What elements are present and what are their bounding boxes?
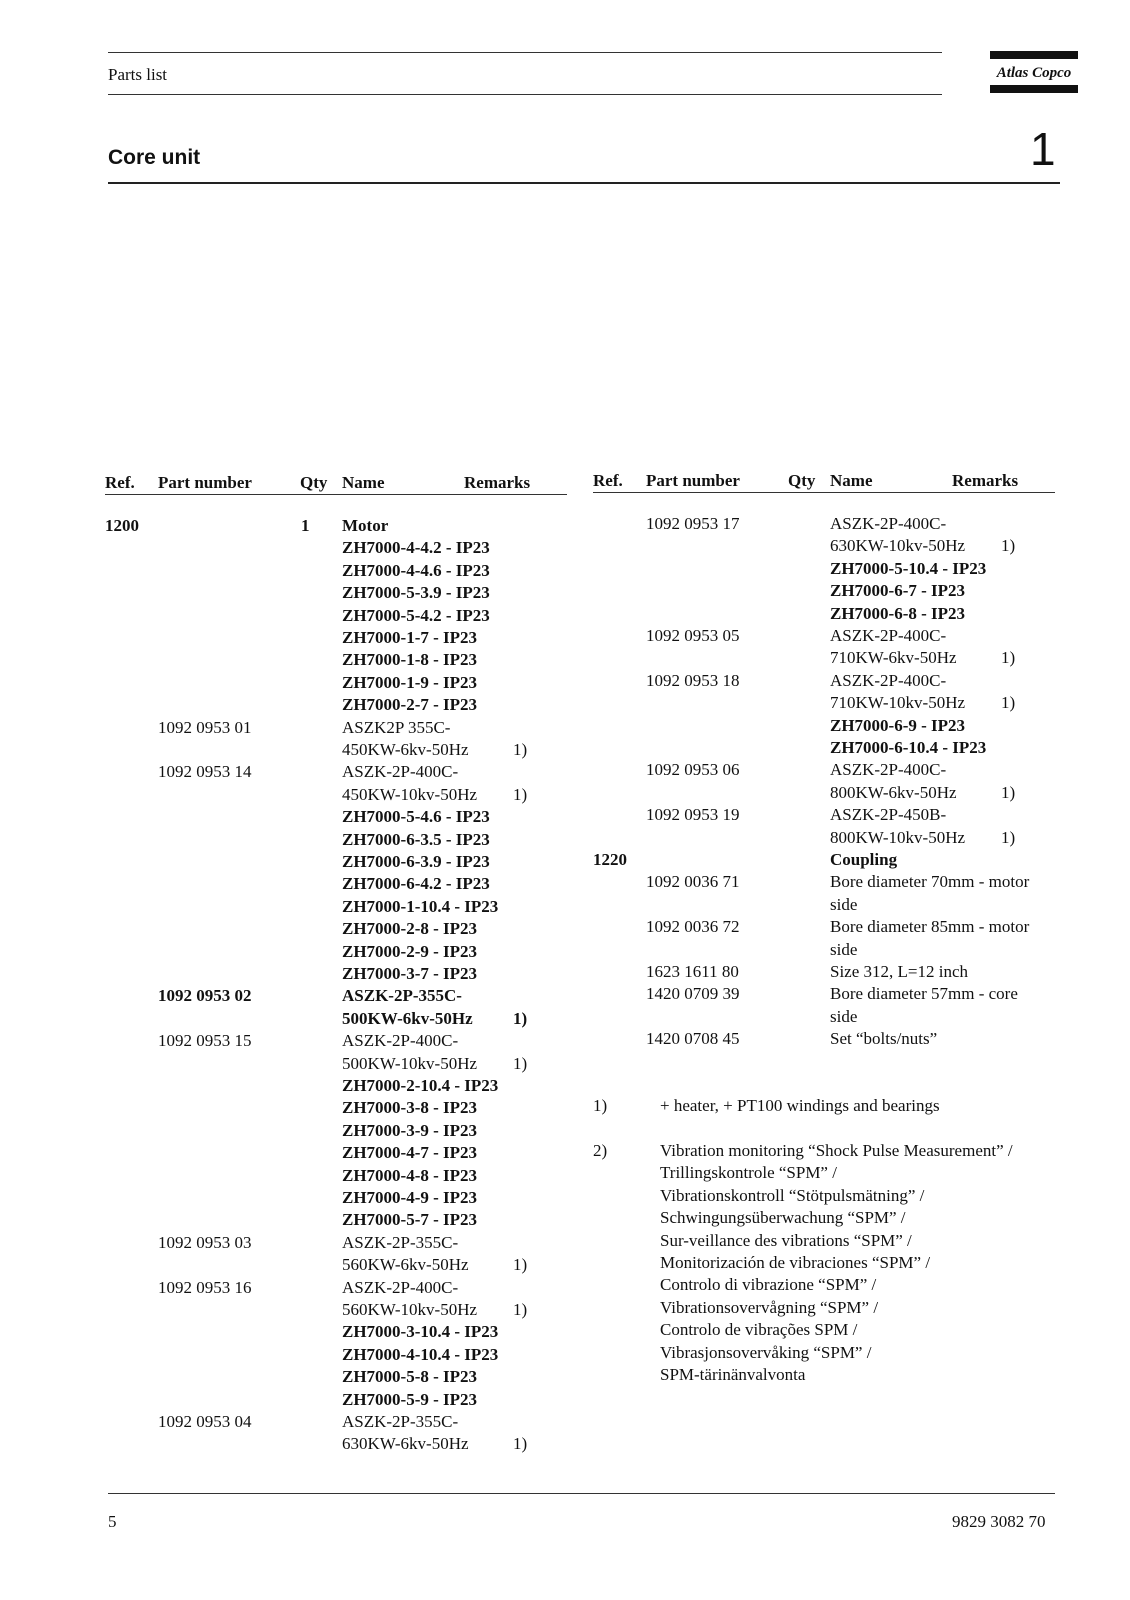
table-row xyxy=(105,1276,575,1299)
table-row xyxy=(105,760,575,783)
atlas-copco-logo xyxy=(990,51,1078,93)
col-qty: Qty xyxy=(788,471,816,490)
table-row xyxy=(593,512,1063,535)
cell-name: ASZK-2P-355C- xyxy=(342,1412,459,1431)
cell-name: ZH7000-1-7 - IP23 xyxy=(342,628,478,647)
cell-name: ZH7000-3-10.4 - IP23 xyxy=(342,1322,499,1342)
table-row xyxy=(105,1253,575,1276)
cell-name: ASZK-2P-400C- xyxy=(342,762,459,782)
cell-name: ZH7000-5-7 - IP23 xyxy=(342,1210,478,1230)
col-ref: Ref. xyxy=(105,473,135,492)
table-row xyxy=(105,693,575,716)
table-row xyxy=(593,848,1063,871)
cell-name: 710KW-10kv-50Hz xyxy=(830,693,966,713)
table-row xyxy=(105,1388,575,1411)
cell-remarks: 1) xyxy=(1001,536,1016,556)
cell-remarks: 1) xyxy=(513,1300,528,1319)
section-title: Core unit xyxy=(108,146,201,169)
cell-part: 1092 0953 19 xyxy=(646,805,740,825)
section-rule xyxy=(108,182,1060,184)
table-row xyxy=(593,602,1063,625)
document-number: 9829 3082 70 xyxy=(952,1512,1046,1531)
cell-part: 1092 0953 04 xyxy=(158,1412,252,1431)
table-row xyxy=(105,1007,575,1030)
page-number: 5 xyxy=(108,1512,117,1531)
cell-name: ZH7000-4-4.2 - IP23 xyxy=(342,538,490,558)
cell-part: 1092 0036 71 xyxy=(646,872,740,892)
cell-remarks: 1) xyxy=(1001,827,1016,847)
footnote-text: Controlo de vibrações SPM / xyxy=(660,1320,858,1340)
cell-name: ZH7000-6-3.9 - IP23 xyxy=(342,852,490,871)
table-row xyxy=(593,803,1063,826)
table-row xyxy=(593,826,1063,849)
cell-name: side xyxy=(830,939,858,959)
right-table-header-rule xyxy=(593,492,1055,493)
cell-name: ZH7000-4-10.4 - IP23 xyxy=(342,1344,499,1364)
footnote-text: Vibrationsovervågning “SPM” / xyxy=(660,1297,879,1317)
cell-name: ZH7000-2-10.4 - IP23 xyxy=(342,1076,499,1095)
cell-part: 1623 1611 80 xyxy=(646,962,739,981)
table-row xyxy=(105,559,575,582)
cell-name: ZH7000-5-10.4 - IP23 xyxy=(830,558,987,578)
col-name: Name xyxy=(342,473,385,492)
cell-name: ASZK-2P-400C- xyxy=(830,514,947,533)
cell-name: Bore diameter 70mm - motor xyxy=(830,872,1030,892)
cell-name: Bore diameter 57mm - core xyxy=(830,984,1018,1004)
cell-name: 450KW-6kv-50Hz xyxy=(342,740,469,759)
cell-name: ZH7000-3-8 - IP23 xyxy=(342,1098,478,1118)
cell-name: ZH7000-6-7 - IP23 xyxy=(830,581,966,601)
table-row xyxy=(593,870,1063,893)
table-row xyxy=(105,962,575,985)
cell-name: side xyxy=(830,1006,858,1026)
cell-remarks: 1) xyxy=(1001,648,1016,668)
table-row xyxy=(105,1343,575,1366)
footnote-text: Vibrasjonsovervåking “SPM” / xyxy=(660,1342,872,1362)
table-row xyxy=(105,917,575,940)
cell-part: 1092 0953 01 xyxy=(158,717,252,737)
brand-text: Atlas Copco xyxy=(996,65,1072,81)
cell-name: Set “bolts/nuts” xyxy=(830,1029,938,1049)
cell-name: 710KW-6kv-50Hz xyxy=(830,648,957,668)
cell-name: ZH7000-1-9 - IP23 xyxy=(342,672,478,692)
table-row xyxy=(105,648,575,671)
table-row xyxy=(105,1029,575,1052)
cell-name: ZH7000-6-10.4 - IP23 xyxy=(830,738,987,757)
cell-name: ASZK-2P-450B- xyxy=(830,805,947,825)
table-row xyxy=(593,736,1063,759)
table-row xyxy=(593,960,1063,983)
cell-name: ZH7000-2-8 - IP23 xyxy=(342,919,478,939)
table-row xyxy=(105,536,575,559)
table-row xyxy=(105,850,575,873)
cell-name: ASZK-2P-400C- xyxy=(830,760,947,780)
cell-name: ASZK-2P-400C- xyxy=(830,670,947,690)
table-row xyxy=(593,1027,1063,1050)
cell-name: ASZK2P 355C- xyxy=(342,717,451,737)
cell-name: ZH7000-2-9 - IP23 xyxy=(342,941,478,961)
cell-name: ZH7000-4-7 - IP23 xyxy=(342,1143,478,1163)
cell-name: ZH7000-3-7 - IP23 xyxy=(342,964,478,983)
cell-name: 800KW-6kv-50Hz xyxy=(830,782,957,802)
col-part-number: Part number xyxy=(646,471,740,490)
footnote-text: + heater, + PT100 windings and bearings xyxy=(660,1096,940,1115)
table-row xyxy=(105,1231,575,1254)
cell-name: ZH7000-5-3.9 - IP23 xyxy=(342,583,490,603)
table-row xyxy=(593,691,1063,714)
footnote-text: Sur-veillance des vibrations “SPM” / xyxy=(660,1230,912,1250)
cell-name: ZH7000-1-8 - IP23 xyxy=(342,650,478,670)
section-number: 1 xyxy=(1030,123,1056,175)
header-label: Parts list xyxy=(108,65,168,84)
cell-name: ASZK-2P-355C- xyxy=(342,1232,459,1252)
table-row xyxy=(593,624,1063,647)
cell-part: 1092 0953 02 xyxy=(158,986,252,1006)
cell-name: ZH7000-6-8 - IP23 xyxy=(830,603,966,623)
cell-remarks: 1) xyxy=(513,1008,528,1028)
table-row xyxy=(105,1208,575,1231)
cell-part: 1092 0953 14 xyxy=(158,762,252,782)
cell-name: ASZK-2P-355C- xyxy=(342,986,462,1006)
cell-remarks: 1) xyxy=(1001,782,1016,802)
footnote-text: Vibrationskontroll “Stötpulsmätning” / xyxy=(660,1185,925,1205)
table-row xyxy=(105,1320,575,1343)
table-row xyxy=(105,984,575,1007)
col-ref: Ref. xyxy=(593,471,623,490)
cell-part: 1092 0953 05 xyxy=(646,626,740,645)
cell-part: 1420 0708 45 xyxy=(646,1029,740,1049)
header-top-rule xyxy=(108,52,942,53)
table-row xyxy=(105,514,575,537)
cell-name: ZH7000-5-4.2 - IP23 xyxy=(342,605,490,625)
cell-name: 560KW-6kv-50Hz xyxy=(342,1255,469,1275)
footnote-mark: 2) xyxy=(593,1141,608,1160)
table-row xyxy=(105,1074,575,1097)
col-remarks: Remarks xyxy=(464,473,531,492)
table-row xyxy=(105,895,575,918)
table-row xyxy=(105,1410,575,1433)
table-row xyxy=(105,1298,575,1321)
cell-remarks: 1) xyxy=(513,1255,528,1275)
cell-name: ZH7000-4-4.6 - IP23 xyxy=(342,560,490,580)
cell-name: ASZK-2P-400C- xyxy=(342,1031,459,1051)
table-row xyxy=(593,758,1063,781)
table-row xyxy=(105,1052,575,1075)
cell-remarks: 1) xyxy=(513,784,528,804)
cell-name: ZH7000-2-7 - IP23 xyxy=(342,695,478,715)
cell-part: 1092 0953 03 xyxy=(158,1232,252,1252)
cell-name: 500KW-10kv-50Hz xyxy=(342,1053,478,1073)
cell-name: ZH7000-1-10.4 - IP23 xyxy=(342,896,499,916)
table-row xyxy=(105,1164,575,1187)
footnote-text: SPM-tärinänvalvonta xyxy=(660,1365,806,1384)
cell-name: 560KW-10kv-50Hz xyxy=(342,1300,478,1319)
left-table-header-rule xyxy=(105,494,567,495)
footnote-text: Schwingungsüberwachung “SPM” / xyxy=(660,1208,906,1228)
col-name: Name xyxy=(830,471,873,490)
table-row xyxy=(105,581,575,604)
footer-rule xyxy=(108,1493,1055,1494)
table-row xyxy=(105,1096,575,1119)
table-row xyxy=(593,534,1063,557)
table-row xyxy=(593,646,1063,669)
cell-name: 500KW-6kv-50Hz xyxy=(342,1008,473,1028)
cell-name: ZH7000-3-9 - IP23 xyxy=(342,1120,478,1140)
cell-name: ZH7000-6-3.5 - IP23 xyxy=(342,829,490,849)
table-row xyxy=(105,1365,575,1388)
col-qty: Qty xyxy=(300,473,328,492)
table-row xyxy=(105,671,575,694)
table-row xyxy=(593,557,1063,580)
cell-name: ZH7000-4-8 - IP23 xyxy=(342,1165,478,1185)
footnote-text: Vibration monitoring “Shock Pulse Measurement” / xyxy=(660,1141,1013,1160)
table-row xyxy=(105,1141,575,1164)
footnote-mark: 1) xyxy=(593,1096,608,1115)
table-row xyxy=(105,940,575,963)
cell-name: Bore diameter 85mm - motor xyxy=(830,917,1030,937)
cell-part: 1092 0953 15 xyxy=(158,1031,252,1051)
cell-qty: 1 xyxy=(301,516,310,535)
table-row xyxy=(593,669,1063,692)
cell-ref: 1220 xyxy=(593,850,627,869)
cell-name: Size 312, L=12 inch xyxy=(830,962,969,981)
cell-part: 1420 0709 39 xyxy=(646,984,740,1004)
cell-name: ZH7000-4-9 - IP23 xyxy=(342,1188,478,1207)
footnote-text: Controlo di vibrazione “SPM” / xyxy=(660,1275,877,1295)
cell-name: Motor xyxy=(342,516,389,535)
cell-remarks: 1) xyxy=(513,1434,528,1454)
cell-name: ASZK-2P-400C- xyxy=(342,1277,459,1297)
cell-name: ZH7000-5-4.6 - IP23 xyxy=(342,807,490,827)
table-row xyxy=(593,579,1063,602)
cell-remarks: 1) xyxy=(513,740,528,759)
cell-part: 1092 0953 16 xyxy=(158,1277,252,1297)
table-row xyxy=(105,1432,575,1455)
cell-remarks: 1) xyxy=(1001,693,1016,713)
cell-name: 630KW-10kv-50Hz xyxy=(830,536,966,556)
cell-name: ZH7000-6-9 - IP23 xyxy=(830,715,966,735)
table-row xyxy=(105,1119,575,1142)
footnote-text: Monitorización de vibraciones “SPM” / xyxy=(660,1253,931,1272)
cell-name: Coupling xyxy=(830,850,898,869)
col-part-number: Part number xyxy=(158,473,252,492)
table-row xyxy=(105,1186,575,1209)
cell-name: ZH7000-6-4.2 - IP23 xyxy=(342,874,490,894)
cell-name: 800KW-10kv-50Hz xyxy=(830,827,966,847)
cell-name: 630KW-6kv-50Hz xyxy=(342,1434,469,1454)
table-row xyxy=(593,893,1063,916)
table-row xyxy=(593,781,1063,804)
table-row xyxy=(105,716,575,739)
cell-part: 1092 0953 06 xyxy=(646,760,740,780)
table-row xyxy=(593,714,1063,737)
table-row xyxy=(593,982,1063,1005)
table-row xyxy=(105,828,575,851)
col-remarks: Remarks xyxy=(952,471,1019,490)
cell-name: 450KW-10kv-50Hz xyxy=(342,784,478,804)
cell-remarks: 1) xyxy=(513,1053,528,1073)
footnote-text: Trillingskontrole “SPM” / xyxy=(660,1163,837,1183)
table-row xyxy=(593,915,1063,938)
table-row xyxy=(105,604,575,627)
header-bottom-rule xyxy=(108,94,942,95)
table-row xyxy=(105,805,575,828)
cell-ref: 1200 xyxy=(105,516,139,535)
cell-part: 1092 0953 17 xyxy=(646,514,740,533)
table-row xyxy=(105,738,575,761)
cell-name: ZH7000-5-8 - IP23 xyxy=(342,1367,478,1387)
table-row xyxy=(105,872,575,895)
table-row xyxy=(593,1005,1063,1028)
table-row xyxy=(105,626,575,649)
table-row xyxy=(105,783,575,806)
cell-part: 1092 0953 18 xyxy=(646,670,740,690)
cell-name: ASZK-2P-400C- xyxy=(830,626,947,645)
table-row xyxy=(593,938,1063,961)
cell-name: ZH7000-5-9 - IP23 xyxy=(342,1389,478,1409)
cell-name: side xyxy=(830,894,858,914)
cell-part: 1092 0036 72 xyxy=(646,917,740,937)
